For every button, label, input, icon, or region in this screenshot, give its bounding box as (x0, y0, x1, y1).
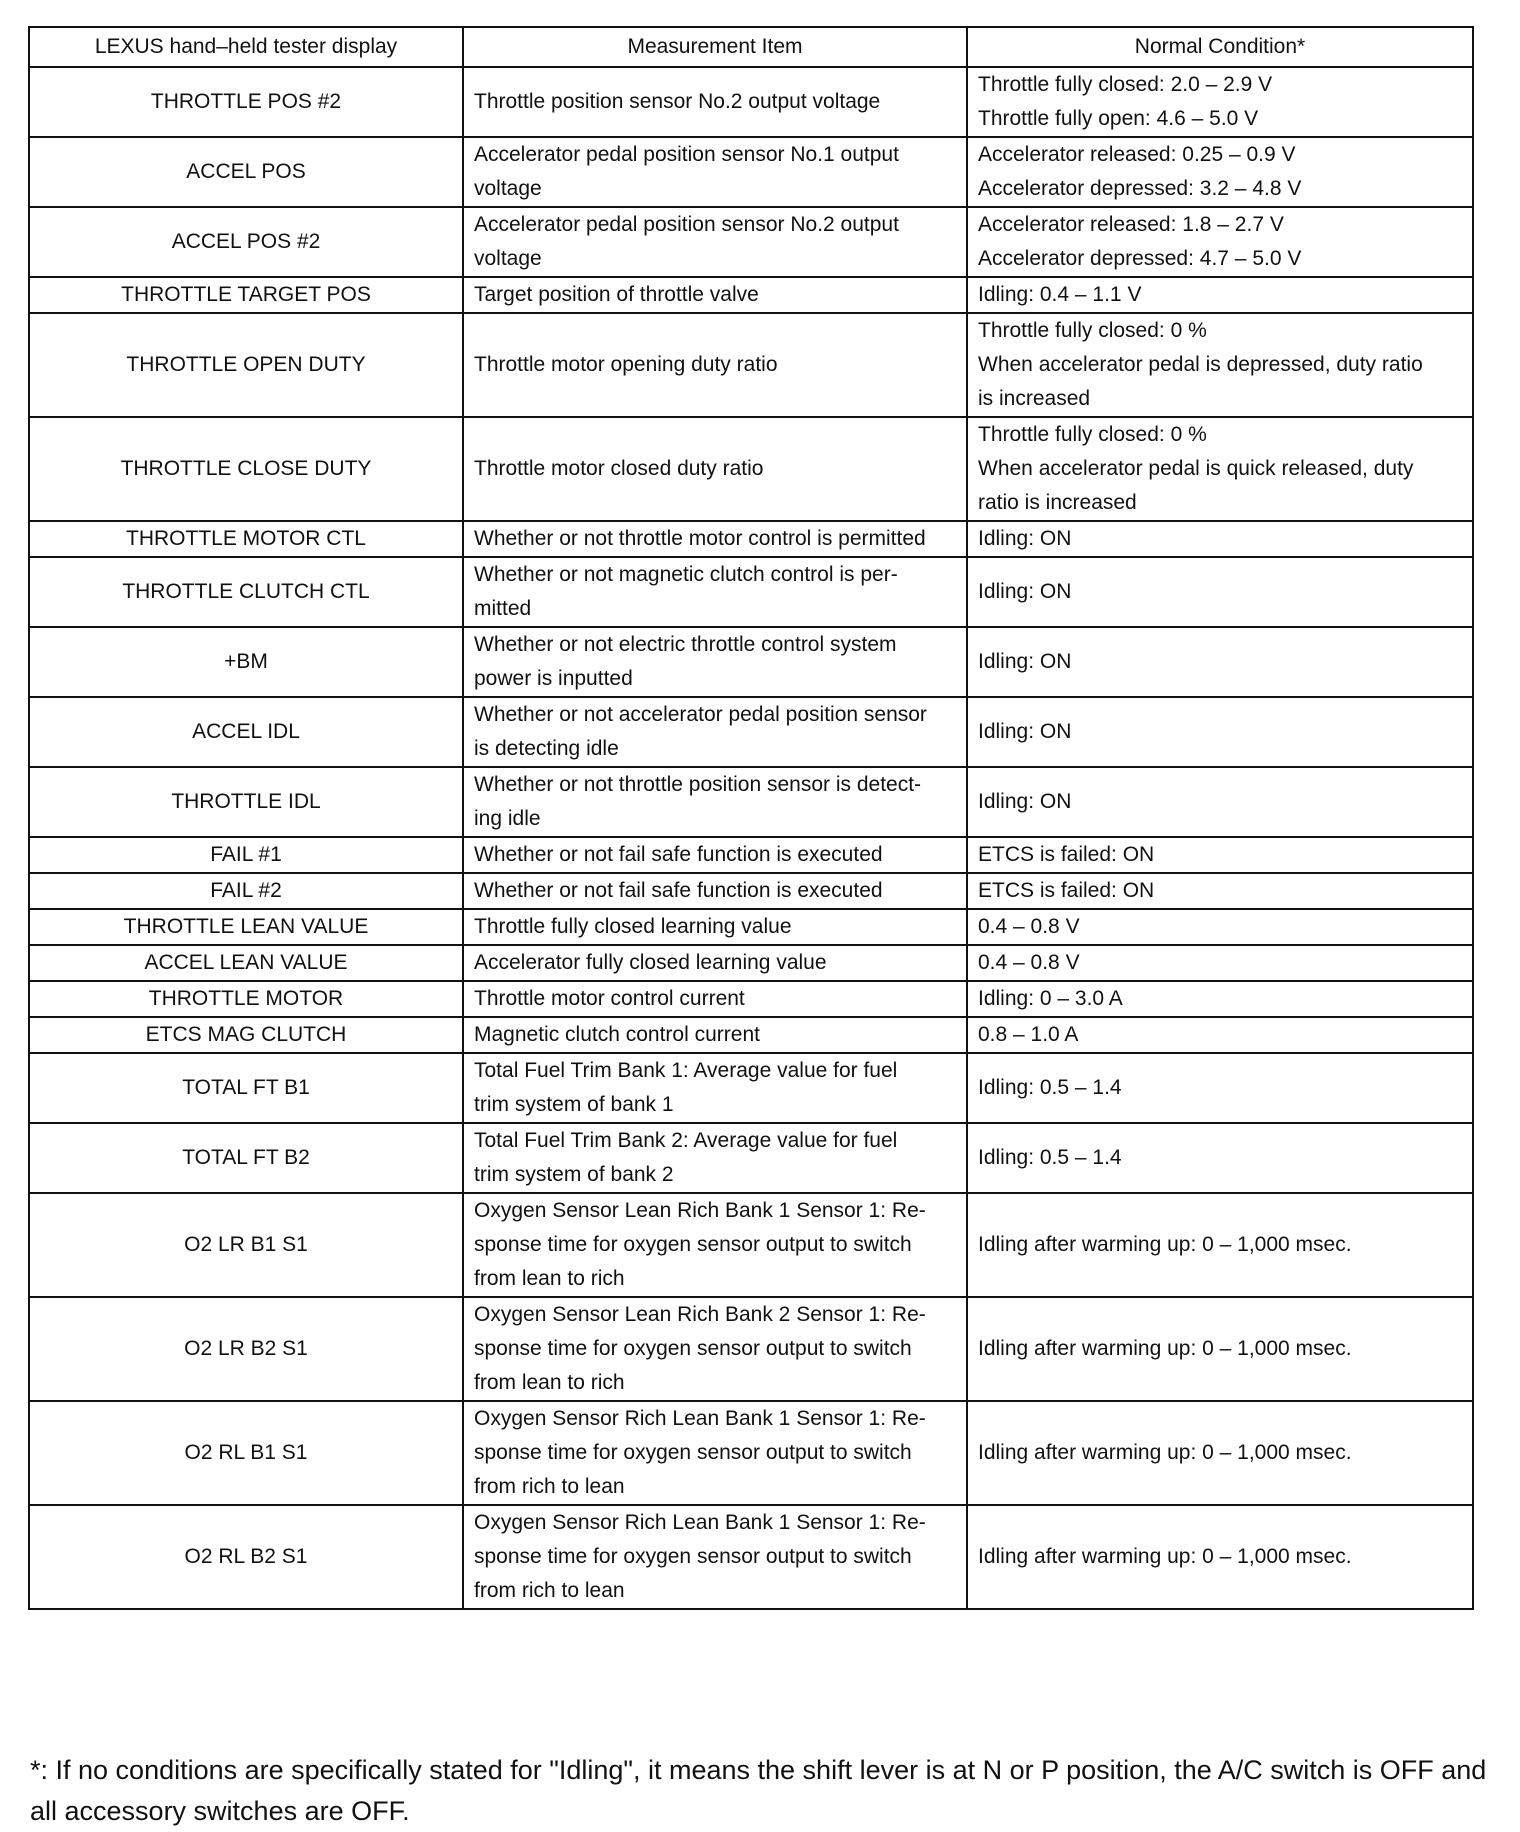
table-row (29, 909, 1473, 945)
measurement-item-cell (463, 67, 967, 137)
tester-display-cell: THROTTLE MOTOR (29, 981, 463, 1017)
measurement-item-cell (463, 521, 967, 557)
measurement-item-cell (463, 981, 967, 1017)
normal-condition-cell (967, 521, 1473, 557)
measurement-item-line: Whether or not throttle position sensor is detect- (474, 773, 922, 796)
normal-condition-line: Idling after warming up: 0 – 1,000 msec. (978, 1233, 1352, 1256)
measurement-item-line: from lean to rich (474, 1267, 625, 1290)
table-row (29, 981, 1473, 1017)
measurement-item-line: Target position of throttle valve (474, 283, 759, 306)
measurement-item-line: power is inputted (474, 667, 633, 690)
tester-display-cell: THROTTLE POS #2 (29, 67, 463, 137)
normal-condition-line: 0.4 – 0.8 V (978, 951, 1080, 974)
measurement-item-cell (463, 697, 967, 767)
normal-condition-cell (967, 873, 1473, 909)
table-row (29, 137, 1473, 207)
tester-display-cell: THROTTLE LEAN VALUE (29, 909, 463, 945)
measurement-item-line: Throttle fully closed learning value (474, 915, 792, 938)
normal-condition-line: is increased (978, 387, 1091, 410)
measurement-item-cell (463, 1297, 967, 1401)
table-body (29, 67, 1473, 1609)
normal-condition-line: Accelerator depressed: 4.7 – 5.0 V (978, 247, 1302, 270)
measurement-item-cell (463, 945, 967, 981)
measurement-item-line: trim system of bank 1 (474, 1093, 674, 1116)
table-row (29, 1401, 1473, 1505)
measurement-item-line: Accelerator pedal position sensor No.1 output (474, 143, 899, 166)
table-row (29, 1123, 1473, 1193)
header-tester-display: LEXUS hand–held tester display (29, 27, 463, 67)
measurement-item-cell (463, 627, 967, 697)
measurement-item-line: Total Fuel Trim Bank 1: Average value for fuel (474, 1059, 898, 1082)
normal-condition-line: 0.4 – 0.8 V (978, 915, 1080, 938)
normal-condition-cell (967, 207, 1473, 277)
tester-display-cell: ETCS MAG CLUTCH (29, 1017, 463, 1053)
normal-condition-line: Idling: ON (978, 650, 1072, 673)
measurement-item-cell (463, 137, 967, 207)
tester-display-cell: TOTAL FT B1 (29, 1053, 463, 1123)
measurement-item-cell (463, 207, 967, 277)
normal-condition-line: Idling: 0 – 3.0 A (978, 987, 1123, 1010)
table-row (29, 1297, 1473, 1401)
normal-condition-cell (967, 557, 1473, 627)
measurement-item-line: Total Fuel Trim Bank 2: Average value for fuel (474, 1129, 898, 1152)
table-row (29, 1505, 1473, 1609)
tester-display-cell: O2 RL B1 S1 (29, 1401, 463, 1505)
normal-condition-cell (967, 1297, 1473, 1401)
header-measurement-item: Measurement Item (463, 27, 967, 67)
normal-condition-line: ETCS is failed: ON (978, 879, 1155, 902)
measurement-item-line: Throttle motor opening duty ratio (474, 353, 778, 376)
measurement-item-cell (463, 909, 967, 945)
measurement-item-line: voltage (474, 247, 542, 270)
tester-display-cell: +BM (29, 627, 463, 697)
normal-condition-line: Idling: ON (978, 720, 1072, 743)
tester-display-cell: TOTAL FT B2 (29, 1123, 463, 1193)
table-row (29, 767, 1473, 837)
measurement-item-line: is detecting idle (474, 737, 619, 760)
measurement-item-line: trim system of bank 2 (474, 1163, 674, 1186)
table-row (29, 1053, 1473, 1123)
normal-condition-line: Idling after warming up: 0 – 1,000 msec. (978, 1545, 1352, 1568)
table-row (29, 521, 1473, 557)
table-row (29, 945, 1473, 981)
measurement-item-line: Oxygen Sensor Rich Lean Bank 1 Sensor 1: Re- (474, 1511, 926, 1534)
measurement-item-line: ing idle (474, 807, 541, 830)
measurement-item-cell (463, 277, 967, 313)
measurement-item-line: Magnetic clutch control current (474, 1023, 760, 1046)
normal-condition-cell (967, 313, 1473, 417)
table-row (29, 417, 1473, 521)
measurement-item-line: Throttle motor closed duty ratio (474, 457, 764, 480)
tester-display-cell: O2 RL B2 S1 (29, 1505, 463, 1609)
normal-condition-line: Idling: 0.5 – 1.4 (978, 1146, 1122, 1169)
table-row (29, 627, 1473, 697)
normal-condition-line: When accelerator pedal is depressed, duty ratio (978, 353, 1423, 376)
normal-condition-cell (967, 837, 1473, 873)
normal-condition-cell (967, 1401, 1473, 1505)
header-normal-condition: Normal Condition* (967, 27, 1473, 67)
measurement-item-line: Whether or not magnetic clutch control is per- (474, 563, 898, 586)
normal-condition-cell (967, 1505, 1473, 1609)
table-row (29, 67, 1473, 137)
normal-condition-cell (967, 767, 1473, 837)
data-list-table-container (28, 26, 1472, 1610)
tester-display-cell: O2 LR B2 S1 (29, 1297, 463, 1401)
tester-display-cell: THROTTLE OPEN DUTY (29, 313, 463, 417)
measurement-item-cell (463, 1017, 967, 1053)
tester-display-cell: ACCEL IDL (29, 697, 463, 767)
measurement-item-line: Throttle position sensor No.2 output voltage (474, 90, 881, 113)
normal-condition-cell (967, 137, 1473, 207)
table-row (29, 557, 1473, 627)
measurement-item-cell (463, 873, 967, 909)
measurement-item-cell (463, 837, 967, 873)
normal-condition-line: Accelerator depressed: 3.2 – 4.8 V (978, 177, 1302, 200)
measurement-item-line: sponse time for oxygen sensor output to switch (474, 1441, 912, 1464)
normal-condition-cell (967, 1017, 1473, 1053)
measurement-item-line: Whether or not fail safe function is executed (474, 843, 883, 866)
measurement-item-cell (463, 1053, 967, 1123)
measurement-item-line: Whether or not throttle motor control is permitted (474, 527, 926, 550)
normal-condition-line: Idling: ON (978, 580, 1072, 603)
normal-condition-line: Throttle fully closed: 2.0 – 2.9 V (978, 73, 1273, 96)
measurement-item-line: Oxygen Sensor Lean Rich Bank 2 Sensor 1: Re- (474, 1303, 926, 1326)
normal-condition-line: Accelerator released: 1.8 – 2.7 V (978, 213, 1284, 236)
normal-condition-cell (967, 697, 1473, 767)
normal-condition-line: Idling after warming up: 0 – 1,000 msec. (978, 1441, 1352, 1464)
measurement-item-line: sponse time for oxygen sensor output to switch (474, 1545, 912, 1568)
normal-condition-line: ETCS is failed: ON (978, 843, 1155, 866)
measurement-item-line: Whether or not electric throttle control system (474, 633, 897, 656)
measurement-item-cell (463, 1401, 967, 1505)
measurement-item-cell (463, 1123, 967, 1193)
normal-condition-line: Idling: ON (978, 527, 1072, 550)
table-row (29, 277, 1473, 313)
measurement-item-line: Whether or not accelerator pedal position sensor (474, 703, 927, 726)
normal-condition-cell (967, 67, 1473, 137)
normal-condition-line: Idling: 0.4 – 1.1 V (978, 283, 1142, 306)
tester-display-cell: THROTTLE CLUTCH CTL (29, 557, 463, 627)
normal-condition-cell (967, 945, 1473, 981)
tester-display-cell: ACCEL LEAN VALUE (29, 945, 463, 981)
measurement-item-cell (463, 1505, 967, 1609)
normal-condition-line: 0.8 – 1.0 A (978, 1023, 1079, 1046)
measurement-item-line: from rich to lean (474, 1579, 625, 1602)
measurement-item-line: Accelerator fully closed learning value (474, 951, 827, 974)
measurement-item-cell (463, 313, 967, 417)
measurement-item-line: from rich to lean (474, 1475, 625, 1498)
measurement-item-line: sponse time for oxygen sensor output to switch (474, 1233, 912, 1256)
normal-condition-line: Throttle fully closed: 0 % (978, 319, 1207, 342)
normal-condition-line: When accelerator pedal is quick released, duty (978, 457, 1414, 480)
table-row (29, 1193, 1473, 1297)
table-row (29, 697, 1473, 767)
measurement-item-line: from lean to rich (474, 1371, 625, 1394)
normal-condition-cell (967, 417, 1473, 521)
normal-condition-cell (967, 277, 1473, 313)
tester-display-cell: FAIL #1 (29, 837, 463, 873)
measurement-item-cell (463, 557, 967, 627)
table-row (29, 837, 1473, 873)
table-row (29, 873, 1473, 909)
normal-condition-line: Idling: 0.5 – 1.4 (978, 1076, 1122, 1099)
table-row (29, 1017, 1473, 1053)
measurement-item-line: sponse time for oxygen sensor output to switch (474, 1337, 912, 1360)
normal-condition-line: Accelerator released: 0.25 – 0.9 V (978, 143, 1296, 166)
measurement-item-cell (463, 767, 967, 837)
measurement-item-line: voltage (474, 177, 542, 200)
normal-condition-line: Throttle fully open: 4.6 – 5.0 V (978, 107, 1259, 130)
table-header-row (29, 27, 1473, 67)
normal-condition-cell (967, 981, 1473, 1017)
data-list-table (28, 26, 1474, 1610)
normal-condition-cell (967, 627, 1473, 697)
normal-condition-line: Throttle fully closed: 0 % (978, 423, 1207, 446)
measurement-item-line: Oxygen Sensor Rich Lean Bank 1 Sensor 1: Re- (474, 1407, 926, 1430)
table-row (29, 313, 1473, 417)
footnote: *: If no conditions are specifically stated for "Idling", it means the shift lever is at N or P position, the A/C switch is OFF and all accessory switches are OFF. (30, 1755, 1487, 1826)
measurement-item-line: Oxygen Sensor Lean Rich Bank 1 Sensor 1: Re- (474, 1199, 926, 1222)
table-row (29, 207, 1473, 277)
normal-condition-cell (967, 909, 1473, 945)
normal-condition-cell (967, 1053, 1473, 1123)
normal-condition-line: Idling: ON (978, 790, 1072, 813)
tester-display-cell: THROTTLE MOTOR CTL (29, 521, 463, 557)
tester-display-cell: O2 LR B1 S1 (29, 1193, 463, 1297)
tester-display-cell: THROTTLE CLOSE DUTY (29, 417, 463, 521)
normal-condition-line: ratio is increased (978, 491, 1137, 514)
normal-condition-line: Idling after warming up: 0 – 1,000 msec. (978, 1337, 1352, 1360)
measurement-item-cell (463, 417, 967, 521)
tester-display-cell: ACCEL POS (29, 137, 463, 207)
tester-display-cell: THROTTLE IDL (29, 767, 463, 837)
measurement-item-cell (463, 1193, 967, 1297)
measurement-item-line: Throttle motor control current (474, 987, 745, 1010)
normal-condition-cell (967, 1123, 1473, 1193)
measurement-item-line: mitted (474, 597, 532, 620)
tester-display-cell: THROTTLE TARGET POS (29, 277, 463, 313)
measurement-item-line: Whether or not fail safe function is executed (474, 879, 883, 902)
tester-display-cell: ACCEL POS #2 (29, 207, 463, 277)
measurement-item-line: Accelerator pedal position sensor No.2 output (474, 213, 899, 236)
normal-condition-cell (967, 1193, 1473, 1297)
tester-display-cell: FAIL #2 (29, 873, 463, 909)
